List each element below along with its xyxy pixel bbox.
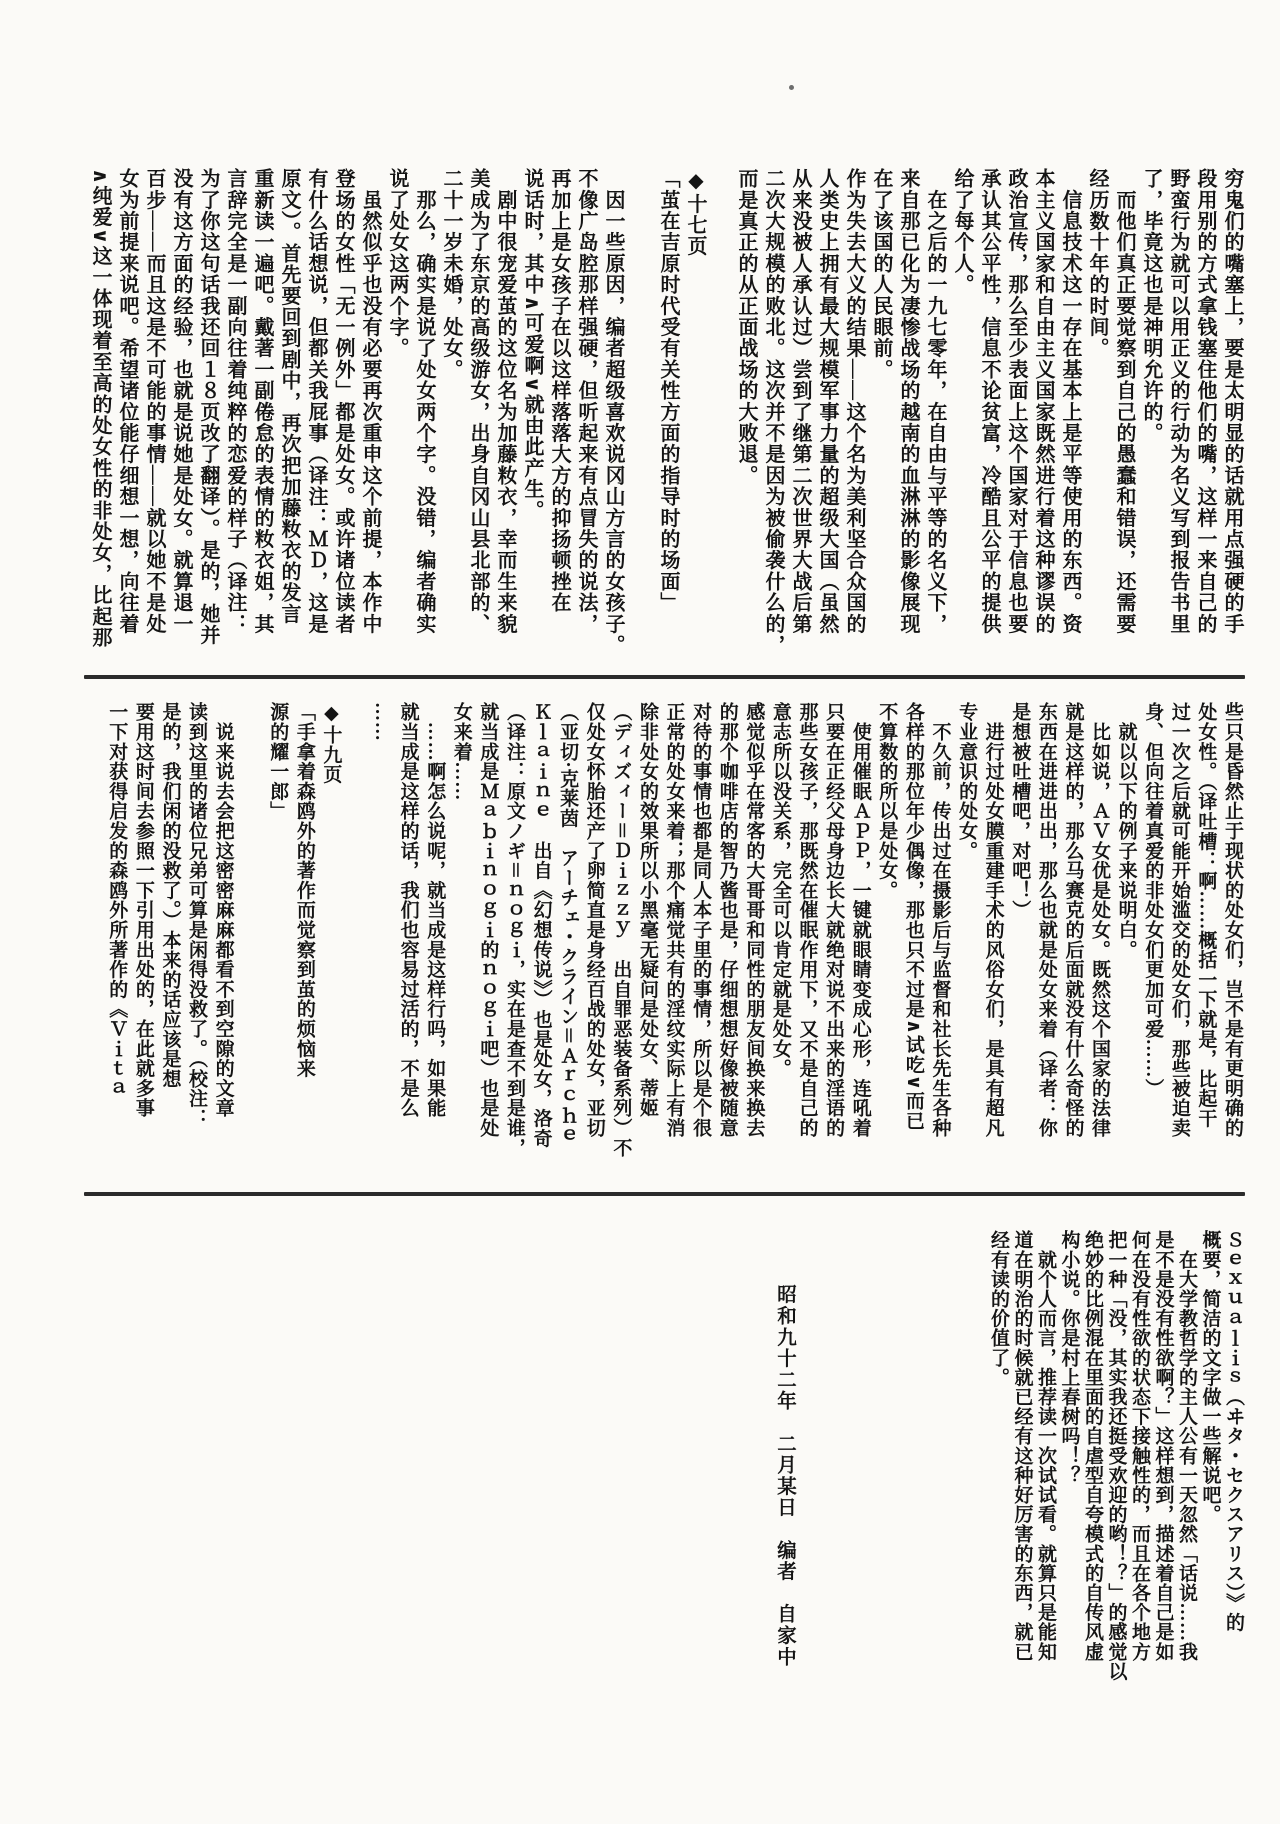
text-column: 不久前，传出过在摄影后与监督和社长先生各种 [929, 702, 951, 1138]
text-column: 那么，确实是说了处女两个字。没错，编者确实 [413, 168, 435, 635]
text-column: 不像广岛腔那样强硬，但听起来有点冒失的说法， [575, 168, 597, 635]
text-column: 信息技术这一存在基本上是平等使用的东西。资 [1059, 168, 1081, 635]
text-column: 道在明治的时候就已经有这种好厉害的东西，就已 [1011, 1230, 1033, 1662]
text-column: 二十一岁未婚，处女。 [440, 168, 462, 380]
text-column: 女来着…… [450, 702, 472, 801]
text-column: 何在没有性欲的状态下接触性的，而且在各个地方 [1129, 1230, 1150, 1662]
text-column: 是想被吐槽吧，对吧！） [1009, 702, 1031, 920]
text-column: 给了每个人。 [951, 168, 973, 296]
text-column: 二次大规模的败北。这次并不是因为被偷袭什么的， [762, 168, 784, 656]
text-column: Ｋｌａｉｎｅ 出自《幻想传说》）也是处女，洛奇 [530, 702, 552, 1148]
text-column: 政治宣传，那么至少表面上这个国家对于信息也要 [1005, 168, 1027, 635]
text-column: 说来说去会把这密密麻麻都看不到空隙的文章 [212, 702, 234, 1118]
text-column: Ｓｅｘｕａｌｉｓ（ヰタ・セクスアリス）》的 [1223, 1230, 1244, 1633]
text-column: 段用别的方式拿钱塞住他们的嘴，这样一来自己的 [1194, 168, 1216, 635]
text-column: 经有读的价值了。 [988, 1230, 1009, 1387]
text-column: 各样的那位年少偶像，那也只不过是∧试吃∨而已 [902, 702, 924, 1131]
text-column: 重新读一遍吧。戴著一副倦怠的表情的籹衣姐，其 [251, 168, 273, 635]
text-column: 过一次之后就可能开始滥交的处女们，那些被迫卖 [1168, 702, 1190, 1138]
section-heading: ◆十九页 [320, 702, 342, 785]
text-column: 些只是昏然止于现状的处女们，岂不是有更明确的 [1222, 702, 1243, 1138]
text-column: 就当成是Ｍａｂｉｎｏｇｉ的ｎｏｇｉ吧）也是处 [477, 702, 499, 1138]
afterword-block-middle [83, 702, 1245, 1158]
text-column: 承认其公平性，信息不论贫富，冷酷且公平的提供 [978, 168, 1000, 635]
text-column: 野蛮行为就可以用正义的行动为名义写到报告书里 [1167, 168, 1189, 635]
text-column: 而是真正的从正面战场的大败退。 [735, 168, 757, 486]
text-column: 「茧在吉原时代受有关性方面的指导时的场面」 [657, 168, 679, 614]
text-column: 感觉似乎在常客的大哥哥和同性的朋友间换来换去 [743, 702, 765, 1138]
text-column: 的那个咖啡店的智乃酱也是，仔细想想好像被随意 [716, 702, 738, 1138]
text-column: 因一些原因，编者超级喜欢说冈山方言的女孩子。 [602, 168, 624, 656]
text-column: 再加上是女孩子在以这样落落大方的抑扬顿挫在 [548, 168, 570, 614]
text-column: 要用这时间去参照一下引用出处的，在此就多事 [132, 702, 154, 1118]
text-column: 美成为了东京的高级游女，出身自冈山县北部的、 [467, 168, 489, 635]
section-divider-rule [84, 1192, 1245, 1196]
text-column: 身、但向往着真爱的非处女们更加可爱……） [1142, 702, 1164, 1098]
text-column: 原文）。首先要回到剧中，再次把加藤籹衣的发言 [278, 168, 300, 625]
colophon-date: 昭和九十二年 二月某日 编者 自家中 [774, 1284, 795, 1668]
text-column: 正常的处女来着；那个痛觉共有的淫纹实际上有消 [663, 702, 685, 1138]
scan-artifact-dot [789, 85, 794, 90]
text-column: 仅处女怀胎还产了卵简直是身经百战的处女，亚切 [583, 702, 605, 1138]
text-column: 东西在进进出出，那么也就是处女来着（译者：你 [1035, 702, 1057, 1138]
text-column: 从来没被人承认过）尝到了继第二次世界大战后第 [789, 168, 811, 635]
text-column: 剧中很宠爱茧的这位名为加藤籹衣，幸而生来貌 [494, 168, 516, 635]
text-column: 言辞完全是一副向往着纯粹的恋爱的样子（译注： [224, 168, 246, 635]
text-column: 读到这里的诸位兄弟可算是闲得没救了。（校注： [186, 702, 208, 1129]
text-column: 把一种「没，其实我还挺受欢迎的哟！？」的感觉以 [1105, 1230, 1127, 1681]
text-column: 处女性。（译吐槽：啊……概括一下就是，比起干 [1195, 702, 1217, 1129]
text-column: 没有这方面的经验，也就是说她是处女。就算退一 [170, 168, 192, 635]
text-column: 人类史上拥有最大规模军事力量的超级大国（虽然 [816, 168, 838, 635]
text-column: 意志所以没关系，完全可以肯定就是处女。 [769, 702, 791, 1079]
text-column: 对待的事情也都是同人本子里的事情，所以是个很 [690, 702, 712, 1138]
section-divider-rule [84, 675, 1245, 679]
text-column: 一下对获得启发的森鸥外所著作的《Ｖｉｔａ [106, 702, 128, 1098]
text-column: 是不是没有性欲啊？」这样想到，描述着自己是如 [1152, 1230, 1174, 1662]
text-column: ∧纯爱∨这一体现着至高的处女性的非处女，比起那 [89, 168, 111, 649]
text-column: 「手拿着森鸥外的著作而觉察到茧的烦恼来 [293, 702, 315, 1079]
afterword-block-top [83, 168, 1245, 668]
text-column: 是的，我们闲的没救了。）本来的话应该是想 [159, 702, 181, 1089]
text-column: 就当成是这样的话，我们也容易过活的，不是么 [397, 702, 419, 1118]
text-column: 而他们真正要觉察到自己的愚蠢和错误，还需要 [1113, 168, 1135, 635]
text-column: 经历数十年的时间。 [1086, 168, 1108, 359]
text-column: 就个人而言，推荐读一次试试看。就算只是能知 [1035, 1230, 1056, 1662]
text-column: 为了你这句话我还回１８页改了翻译）。是的，她并 [197, 168, 219, 646]
text-column: 进行过处女膜重建手术的风俗女们，是具有超凡 [982, 702, 1004, 1138]
text-column: ……啊怎么说呢，就当成是这样行吗，如果能 [424, 702, 446, 1118]
text-column: 在之后的一九七零年，在自由与平等的名义下， [924, 168, 946, 635]
text-column: 概要，简洁的文字做一些解说吧。 [1199, 1230, 1221, 1524]
text-column: 在了该国的人民眼前。 [870, 168, 892, 380]
text-column: 来自那已化为凄惨战场的越南的血淋淋的影像展现 [897, 168, 919, 635]
text-column: 源的耀一郎」 [267, 702, 289, 821]
text-column: 绝妙的比例混在里面的自虐型自夸模式的自传风虚 [1082, 1230, 1103, 1662]
text-column: 百步——而且这是不可能的事情——就以她不是处 [143, 168, 165, 635]
text-column: 说话时，其中∧可爱啊∨就由此产生。 [521, 168, 543, 521]
text-column: 本主义国家和自由主义国家既然进行着这种谬误的 [1032, 168, 1054, 635]
text-column: （亚切·克莱茵 アーチェ・クライン＝Ａｒｃｈｅ [557, 702, 579, 1145]
text-column: …… [371, 702, 392, 742]
text-column: 有什么话想说，但都关我屁事（译注：ＭＤ，这是 [305, 168, 327, 635]
text-column: 构小说。你是村上春树吗！？ [1058, 1230, 1080, 1485]
text-column: （译注：原文ノギ＝ｎｏｇｉ，实在是查不到是谁， [503, 702, 525, 1158]
text-column: 就以以下的例子来说明白。 [1115, 702, 1137, 960]
text-column: 在大学教哲学的主人公有一天忽然「话说……我 [1176, 1230, 1197, 1662]
text-column: 虽然似乎也没有必要再次重申这个前提，本作中 [359, 168, 381, 635]
text-column: 说了处女这两个字。 [386, 168, 408, 359]
section-heading: ◆十七页 [684, 168, 706, 257]
text-column: 只要在正经父母身边长大就绝对说不出来的淫语的 [823, 702, 845, 1138]
text-column: 不算数的所以是处女。 [876, 702, 898, 900]
text-column: 穷鬼们的嘴塞上，要是太明显的话就用点强硬的手 [1221, 168, 1243, 635]
text-column: 了，毕竟这也是神明允许的。 [1140, 168, 1162, 444]
text-column: 专业意识的处女。 [956, 702, 978, 861]
text-column: 就是这样的，那么马赛克的后面就没有什么奇怪的 [1062, 702, 1084, 1138]
text-column: 使用催眠ＡＰＰ，一键就眼睛变成心形，连吼着 [849, 702, 871, 1138]
text-column: （ディズィー＝Ｄｉｚｚｙ 出自罪恶装备系列）不 [610, 702, 632, 1158]
text-column: 除非处女的效果所以小黑毫无疑问是处女、蒂姬 [636, 702, 658, 1118]
text-column: 登场的女性「无一例外」都是处女。或许诸位读者 [332, 168, 354, 635]
text-column: 女为前提来说吧。希望诸位能仔细想一想，向往着 [116, 168, 138, 635]
text-column: 那些女孩子，那既然在催眠作用下，又不是自己的 [796, 702, 818, 1138]
text-column: 作为失去大义的结果——这个名为美利坚合众国的 [843, 168, 865, 635]
afterword-block-bottom [83, 1230, 1245, 1681]
text-column: 比如说，ＡＶ女优是处女。既然这个国家的法律 [1089, 702, 1111, 1138]
